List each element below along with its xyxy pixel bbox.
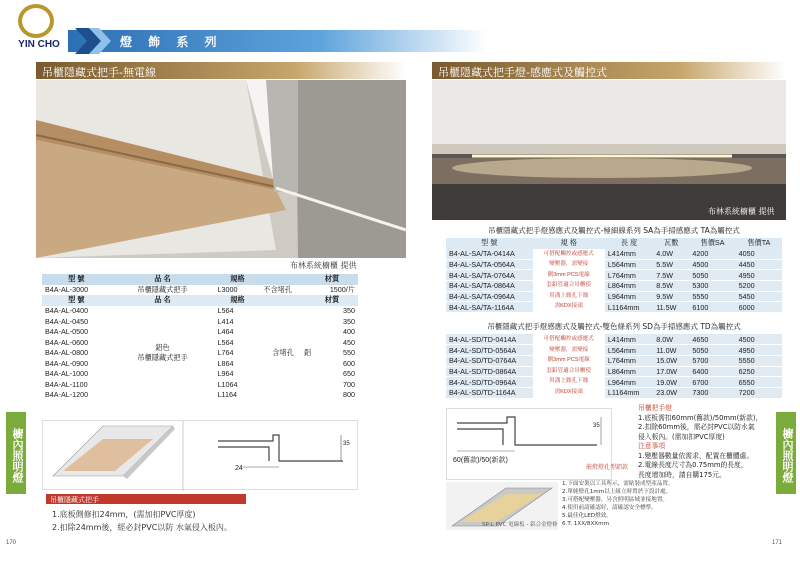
- note-line: 1.底板需扣60mm(舊款)/50mm(新款)，: [638, 413, 763, 422]
- cell-length: L764mm: [605, 270, 653, 281]
- cell-watt: 7.5W: [653, 270, 689, 281]
- cell-model: B4-AL-SA/TA-0964A: [446, 291, 533, 302]
- td-spec-line: 套鋁管適合吊櫃使: [546, 367, 592, 374]
- td-spec-line: 用溝上緣孔下緣: [549, 378, 589, 385]
- td-spec-line: 可搭配觸控或感應式: [543, 336, 594, 342]
- cell-model: B4-AL-SD/TD-0564A: [446, 345, 533, 356]
- left-page-number: 170: [6, 540, 17, 546]
- table-row: [446, 366, 782, 377]
- cell-watt: 4.0W: [653, 249, 689, 260]
- cell-price-ta: 4050: [736, 249, 782, 260]
- dim-right: 35: [343, 441, 350, 447]
- warn-line: 2.電線長度尺寸為0.75mm的長度，: [638, 461, 748, 469]
- cell-length: L964mm: [605, 291, 653, 302]
- warn-title: 注意事項: [638, 442, 666, 450]
- warn-line: 長度增加時，請自購175元。: [638, 470, 726, 479]
- cell-length: L414mm: [605, 334, 653, 345]
- cell-watt: 11.0W: [653, 345, 689, 356]
- cell-watt: 5.5W: [653, 259, 689, 270]
- right-photo-credit: 布林系統櫥櫃 提供: [708, 207, 775, 216]
- cell-model: B4-AL-SA/TA-0564A: [446, 259, 533, 270]
- td-spec-line: 變壓器，需變接: [549, 346, 589, 353]
- cell-price-sa: 4500: [689, 259, 735, 270]
- th-material: 材質: [306, 274, 358, 285]
- cell-spec: L464: [217, 327, 234, 337]
- cell-price: 650: [343, 369, 355, 379]
- table-row: [42, 285, 358, 296]
- td-table: [446, 334, 782, 399]
- small-note: 6.T: 1XX/8XXmm: [562, 521, 610, 527]
- right-small-notes: [562, 480, 784, 528]
- cell-spec: L1164: [217, 390, 237, 400]
- cabinet-light-illustration: [432, 80, 786, 220]
- table-row: [446, 259, 782, 270]
- cell-model: B4A-AL-0600: [45, 337, 89, 347]
- cell-price: 350: [343, 306, 355, 316]
- cell-length: L864mm: [605, 281, 653, 292]
- cell-watt: 19.0W: [653, 377, 689, 388]
- cell-price-ta: 5450: [736, 291, 782, 302]
- cell-price-td: 4950: [736, 345, 782, 356]
- note-line: 2.扣除60mm後，需必封PVC以防水氣: [638, 423, 755, 431]
- cell-price-sa: 5050: [689, 270, 735, 281]
- th-model: 型 號: [42, 295, 111, 306]
- cell-price: 1500/片: [329, 284, 355, 294]
- cell-model: B4A-AL-0900: [45, 358, 89, 368]
- cell-length: L414mm: [605, 249, 653, 260]
- cell-merged-name: [111, 306, 215, 401]
- cell-watt: 15.0W: [653, 355, 689, 366]
- cell-length: L1164mm: [605, 387, 653, 398]
- cell-watt: 8.0W: [653, 334, 689, 345]
- left-cabinet-photo: [36, 80, 406, 258]
- cell-spec: L564: [217, 337, 234, 347]
- cell-length: L864mm: [605, 366, 653, 377]
- cell-spec: L764: [217, 348, 234, 358]
- cell-price-ta: 5200: [736, 281, 782, 292]
- red-profile-label: 嵌燈燈孔型鋁款: [586, 464, 629, 471]
- cell-price-td: 6250: [736, 366, 782, 377]
- cell-watt: 8.5W: [653, 281, 689, 292]
- table-row: [446, 291, 782, 302]
- cell-price: 400: [343, 327, 355, 337]
- small-note: 5.最佳化LED燈效。: [562, 513, 612, 519]
- cell-model: B4-AL-SD/TD-0764A: [446, 355, 533, 366]
- th-price-ta: 售價TA: [736, 238, 782, 249]
- cell-price: 350: [343, 316, 355, 326]
- cell-price-sa: 6100: [689, 302, 735, 313]
- left-photo-credit: 布林系統櫥櫃 提供: [290, 261, 357, 270]
- left-section-title: 吊櫃隱藏式把手-無電線: [36, 62, 406, 79]
- ta-heading: 吊櫃隱藏式把手燈感應式及觸控式-極細線系列 SA為手掃感應式 TA為觸控式: [488, 226, 740, 235]
- cell-price-sa: 5550: [689, 291, 735, 302]
- cell-model: B4-AL-SD/TD-0964A: [446, 377, 533, 388]
- left-side-tab: 櫥內照明燈: [6, 412, 26, 494]
- cell-model: B4-AL-SA/TA-0764A: [446, 270, 533, 281]
- cell-price-ta: 4450: [736, 259, 782, 270]
- dim-side: 35: [593, 423, 600, 429]
- merged-material: 鋁: [304, 348, 312, 358]
- cell-price-td: 7200: [736, 387, 782, 398]
- cell-length: L564mm: [605, 345, 653, 356]
- ta-spec-line: 變壓器，需變接: [549, 261, 589, 268]
- cell-spec: L964: [217, 369, 234, 379]
- profile-diagram: [43, 421, 359, 491]
- section-title: 燈 飾 系 列: [120, 35, 223, 49]
- cell-model: B4-AL-SA/TA-0864A: [446, 281, 533, 292]
- th-blank: [260, 274, 306, 285]
- small-note: 1.下面安裝以工具所示，需貼裝成型產品置。: [562, 481, 674, 487]
- table-header-row: [446, 238, 782, 249]
- th-model: 型 號: [42, 274, 111, 285]
- left-diagram-panel: [42, 420, 358, 490]
- th-name: 品 名: [111, 295, 215, 306]
- th-spec: 規 格: [533, 238, 605, 249]
- merged-name-line1: 鋁色: [155, 342, 170, 352]
- th-length: 長 度: [605, 238, 653, 249]
- cell-model: B4A-AL-0500: [45, 327, 89, 337]
- cell-watt: 17.0W: [653, 366, 689, 377]
- cell-price-sd: 6700: [689, 377, 735, 388]
- cell-price-sa: 5300: [689, 281, 735, 292]
- table-row: [446, 302, 782, 313]
- cell-price-td: 4500: [736, 334, 782, 345]
- cell-spec: L864: [217, 358, 234, 368]
- cell-price: 450: [343, 337, 355, 347]
- cell-spec: L564: [217, 306, 234, 316]
- cell-name: 吊櫃隱藏式把手: [137, 284, 188, 294]
- right-page-number: 171: [772, 540, 783, 546]
- cell-model: B4A-AL-3000: [45, 285, 89, 295]
- right-cabinet-photo: [432, 80, 786, 220]
- th-material: 材質: [306, 295, 358, 306]
- right-side-tab: 櫥內照明燈: [776, 412, 796, 494]
- price-value: 550: [343, 348, 355, 358]
- cell-price-sd: 5050: [689, 345, 735, 356]
- table-row: [446, 377, 782, 388]
- cabinet-photo-illustration: [36, 80, 406, 258]
- ta-spec-line: 可搭配觸控或感應式: [543, 250, 594, 257]
- ta-spec-line: 側3mm PCS電線: [547, 271, 590, 278]
- left-feature-1: 1.底板側修扣24mm，(需加扣PVC厚度): [52, 510, 196, 519]
- cell-model: B4A-AL-0450: [45, 316, 89, 326]
- cell-model: B4-AL-SA/TA-0414A: [446, 249, 533, 260]
- cell-price-ta: 6000: [736, 302, 782, 313]
- ta-spec-line: 需KDX接頭: [554, 303, 583, 310]
- cell-price-sd: 5700: [689, 355, 735, 366]
- ta-spec-line: 套鋁管適合吊櫃使: [546, 282, 592, 289]
- cell-merged-hole: 含堵孔: [272, 347, 294, 357]
- cell-spec: L1064: [217, 379, 238, 389]
- cell-price-sd: 6400: [689, 366, 735, 377]
- right-section-title: 吊櫃隱藏式把手燈-感應式及觸控式: [432, 62, 786, 79]
- cell-watt: 11.5W: [653, 302, 689, 313]
- table-row: [446, 249, 782, 260]
- cell-model: B4A-AL-0800: [45, 348, 89, 358]
- small-note: 2.單純燈孔1mm以上組立時置於下設計處。: [562, 489, 672, 495]
- cell-model: B4-AL-SD/TD-1164A: [446, 387, 533, 398]
- right-notes: [638, 404, 786, 480]
- th-spec: 規格: [215, 274, 261, 285]
- cell-price: 800: [343, 390, 355, 400]
- cell-model: B4-AL-SA/TA-1164A: [446, 302, 533, 313]
- brand-name: YIN CHO: [18, 39, 60, 50]
- th-blank: [260, 295, 306, 306]
- profile-caption: SP-L PVC 電線板 - 鋁合金燈條: [482, 522, 558, 528]
- cell-price: [306, 348, 358, 359]
- cell-model: B4A-AL-0400: [45, 306, 89, 316]
- left-feature-title: 吊櫃隱藏式把手: [46, 494, 246, 504]
- table-row: [446, 387, 782, 398]
- cell-model: B4A-AL-1200: [45, 390, 89, 400]
- th-name: 品 名: [111, 274, 215, 285]
- cell-price-td: 5550: [736, 355, 782, 366]
- merged-name-line2: 吊櫃隱藏式把手: [137, 352, 188, 362]
- cell-model: B4A-AL-1000: [45, 369, 89, 379]
- table-row: [446, 281, 782, 292]
- small-note: 4.使用前請確認好，請確認安全標準。: [562, 505, 657, 511]
- cell-price: 600: [343, 358, 355, 368]
- cell-price-sd: 7300: [689, 387, 735, 398]
- cell-model: B4A-AL-1100: [45, 379, 88, 389]
- ta-table: [446, 238, 782, 313]
- cell-price-sd: 4650: [689, 334, 735, 345]
- th-model: 型 號: [446, 238, 533, 249]
- table-header-row: [42, 295, 358, 306]
- cell-spec: L3000: [217, 285, 238, 295]
- left-feature-2: 2.扣除24mm後，經必封PVC以防 水氣侵入板內。: [52, 523, 232, 532]
- cell-price-sa: 4200: [689, 249, 735, 260]
- td-spec-cell: [533, 334, 605, 398]
- dim-label: 60(舊款)/50(新款): [453, 457, 508, 464]
- cell-hole: 不含堵孔: [263, 284, 293, 294]
- table-row: [446, 355, 782, 366]
- cell-price-td: 6550: [736, 377, 782, 388]
- td-spec-line: 側3mm PCS電線: [547, 357, 590, 364]
- header: [0, 0, 800, 56]
- dim-24: 24: [235, 465, 243, 472]
- table-row: [446, 345, 782, 356]
- cell-watt: 23.0W: [653, 387, 689, 398]
- th-price-sa: 售價SA: [689, 238, 735, 249]
- chevron-decoration-icon: [75, 28, 115, 54]
- table-row: [42, 306, 358, 317]
- table-row: [446, 270, 782, 281]
- brand-logo: [6, 4, 70, 52]
- cell-price: 700: [343, 379, 355, 389]
- td-heading: 吊櫃隱藏式把手燈感應式及觸控式-雙色條系列 SD為手掃感應式 TD為觸控式: [487, 322, 741, 331]
- ta-spec-cell: [533, 249, 605, 313]
- td-spec-line: 需KDX接頭: [554, 388, 583, 395]
- ta-spec-line: 用溝上緣孔下緣: [549, 292, 589, 299]
- logo-emblem-icon: [18, 4, 54, 38]
- cell-length: L764mm: [605, 355, 653, 366]
- note-line: 侵入板內。(需加扣PVC厚度): [638, 432, 725, 441]
- table-row: [446, 334, 782, 345]
- cell-length: L564mm: [605, 259, 653, 270]
- cell-watt: 9.5W: [653, 291, 689, 302]
- cell-model: B4-AL-SD/TD-0864A: [446, 366, 533, 377]
- left-table-main: [42, 274, 358, 400]
- cell-length: L1164mm: [605, 302, 653, 313]
- warn-line: 1.變壓器數量依需求，配置在櫃體處。: [638, 451, 754, 460]
- th-watt: 瓦數: [653, 238, 689, 249]
- th-spec: 規格: [215, 295, 261, 306]
- notes-title: 吊櫃把手燈: [638, 404, 672, 412]
- table-header-row: [42, 274, 358, 285]
- cell-spec: L414: [217, 316, 234, 326]
- cell-price-ta: 4950: [736, 270, 782, 281]
- cell-model: B4-AL-SD/TD-0414A: [446, 334, 533, 345]
- cell-length: L964mm: [605, 377, 653, 388]
- small-note: 3.可搭配變壓器，另含照明區域並接地置。: [562, 497, 669, 503]
